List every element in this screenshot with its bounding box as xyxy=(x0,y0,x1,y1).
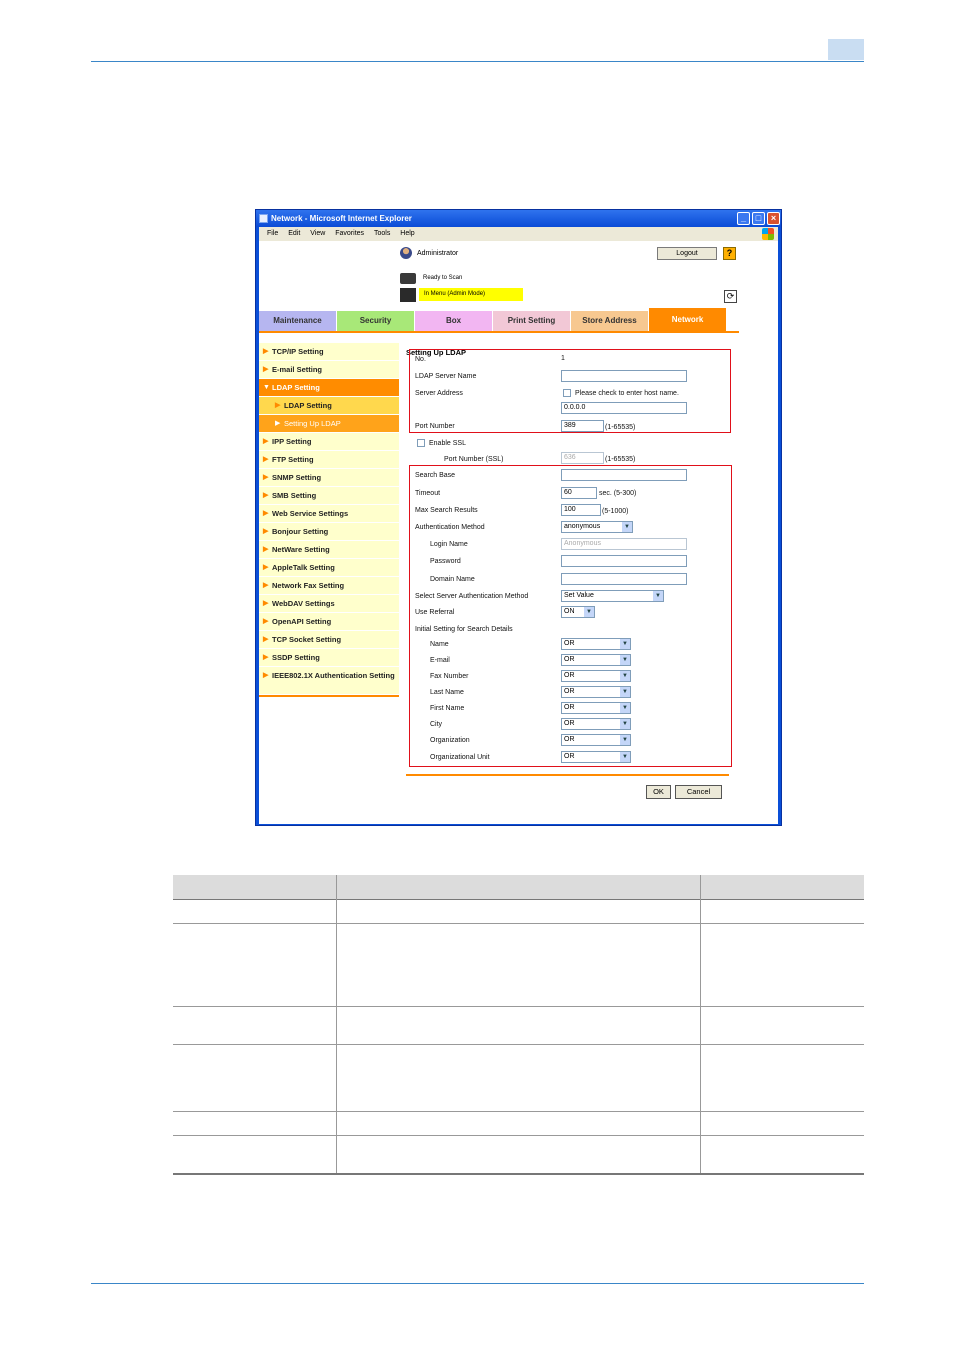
chevron-down-icon: ▼ xyxy=(620,719,630,729)
help-button[interactable]: ? xyxy=(723,247,736,260)
mode-status: In Menu (Admin Mode) xyxy=(419,288,523,301)
chapter-marker xyxy=(828,39,864,60)
arrow-right-icon: ▶ xyxy=(263,474,269,481)
administrator-icon xyxy=(400,247,412,259)
window-titlebar xyxy=(256,210,781,227)
footer-rule xyxy=(91,1283,864,1284)
table-row xyxy=(173,923,864,924)
arrow-right-icon: ▶ xyxy=(263,600,269,607)
cancel-button[interactable]: Cancel xyxy=(675,785,722,799)
table-column-divider xyxy=(700,875,701,1174)
table-row xyxy=(173,1135,864,1136)
server-auth-label: Select Server Authentication Method xyxy=(415,593,529,600)
arrow-right-icon: ▶ xyxy=(263,618,269,625)
detail-last-name-select[interactable]: OR ▼ xyxy=(561,686,631,698)
max-results-range: (5-1000) xyxy=(602,508,629,515)
detail-last-name-label: Last Name xyxy=(430,689,464,696)
sidebar-item-openapi[interactable]: ▶ OpenAPI Setting xyxy=(259,613,399,631)
chevron-down-icon: ▼ xyxy=(620,752,630,762)
machine-status-icon xyxy=(400,288,416,302)
user-name: Administrator xyxy=(417,250,459,257)
browser-window xyxy=(255,209,782,826)
sidebar-item-email[interactable]: ▶ E-mail Setting xyxy=(259,361,399,379)
sidebar-end-rule xyxy=(259,695,399,697)
detail-fax-select[interactable]: OR ▼ xyxy=(561,670,631,682)
header-rule xyxy=(91,61,864,62)
domain-label: Domain Name xyxy=(430,576,475,583)
chevron-down-icon: ▼ xyxy=(620,671,630,681)
table-column-divider xyxy=(336,875,337,1174)
arrow-right-icon: ▶ xyxy=(263,510,269,517)
sidebar-item-ftp[interactable]: ▶ FTP Setting xyxy=(259,451,399,469)
tab-underline xyxy=(259,331,739,333)
chevron-down-icon: ▼ xyxy=(620,655,630,665)
detail-name-label: Name xyxy=(430,641,449,648)
sidebar-item-tcpip[interactable]: ▶ TCP/IP Setting xyxy=(259,343,399,361)
server-address-label: Server Address xyxy=(415,390,463,397)
detail-first-name-select[interactable]: OR ▼ xyxy=(561,702,631,714)
chevron-down-icon: ▼ xyxy=(620,639,630,649)
arrow-down-icon: ▼ xyxy=(263,384,270,391)
sidebar-item-smb[interactable]: ▶ SMB Setting xyxy=(259,487,399,505)
ssl-port-label: Port Number (SSL) xyxy=(444,456,504,463)
sidebar-item-network-fax[interactable]: ▶ Network Fax Setting xyxy=(259,577,399,595)
login-name-input[interactable]: Anonymous xyxy=(561,538,687,550)
maximize-icon[interactable]: □ xyxy=(752,212,765,225)
close-icon[interactable]: × xyxy=(767,212,780,225)
menu-bar xyxy=(259,227,778,241)
search-base-input[interactable] xyxy=(561,469,687,481)
timeout-label: Timeout xyxy=(415,490,441,497)
detail-organization-select[interactable]: OR ▼ xyxy=(561,734,631,746)
menu-view[interactable]: View xyxy=(310,230,326,237)
tab-network[interactable]: Network xyxy=(649,308,726,331)
logout-button[interactable]: Logout xyxy=(657,247,717,260)
host-check-label: Please check to enter host name. xyxy=(575,390,679,397)
menu-tools[interactable]: Tools xyxy=(374,230,391,237)
arrow-right-icon: ▶ xyxy=(263,654,269,661)
sidebar-item-netware[interactable]: ▶ NetWare Setting xyxy=(259,541,399,559)
sidebar-item-ipp[interactable]: ▶ IPP Setting xyxy=(259,433,399,451)
sidebar-item-ldap[interactable]: ▼ LDAP Setting xyxy=(259,379,399,397)
sidebar xyxy=(259,343,399,695)
printer-icon xyxy=(400,273,416,284)
table-row xyxy=(173,1111,864,1112)
tab-box[interactable]: Box xyxy=(415,311,492,331)
detail-first-name-label: First Name xyxy=(430,705,465,712)
sidebar-item-ieee8021x[interactable]: ▶ IEEE802.1X Authentication Setting xyxy=(259,667,399,695)
sidebar-item-ssdp[interactable]: ▶ SSDP Setting xyxy=(259,649,399,667)
arrow-right-icon: ▶ xyxy=(263,672,269,679)
login-name-label: Login Name xyxy=(430,541,468,548)
page-title: Setting Up LDAP xyxy=(406,348,466,357)
page-content xyxy=(259,241,778,824)
arrow-right-icon: ▶ xyxy=(263,492,269,499)
window-title: Network - Microsoft Internet Explorer xyxy=(271,214,412,223)
table-header xyxy=(173,875,864,900)
sidebar-item-tcp-socket[interactable]: ▶ TCP Socket Setting xyxy=(259,631,399,649)
printer-status: Ready to Scan xyxy=(423,275,463,281)
tab-store-address[interactable]: Store Address xyxy=(571,311,648,331)
menu-edit[interactable]: Edit xyxy=(288,230,301,237)
server-name-label: LDAP Server Name xyxy=(415,373,477,380)
arrow-right-icon: ▶ xyxy=(263,546,269,553)
max-results-label: Max Search Results xyxy=(415,507,478,514)
tab-print-setting[interactable]: Print Setting xyxy=(493,311,570,331)
sidebar-item-webdav[interactable]: ▶ WebDAV Settings xyxy=(259,595,399,613)
referral-label: Use Referral xyxy=(415,609,455,616)
detail-email-label: E-mail xyxy=(430,657,450,664)
arrow-right-icon: ▶ xyxy=(263,348,269,355)
server-address-input[interactable]: 0.0.0.0 xyxy=(561,402,687,414)
host-name-checkbox[interactable] xyxy=(563,389,571,397)
auth-method-label: Authentication Method xyxy=(415,524,485,531)
table-row xyxy=(173,1006,864,1007)
server-name-input[interactable] xyxy=(561,370,687,382)
arrow-right-icon: ▶ xyxy=(263,582,269,589)
detail-org-unit-label: Organizational Unit xyxy=(430,754,490,761)
sidebar-subitem-ldap-setting[interactable]: ▶ LDAP Setting xyxy=(259,397,399,415)
menu-file[interactable]: File xyxy=(267,230,279,237)
ssl-port-input[interactable]: 636 xyxy=(561,452,604,464)
timeout-unit: sec. (5-300) xyxy=(599,490,637,497)
no-label: No. xyxy=(415,356,426,363)
referral-select[interactable]: ON ▼ xyxy=(561,606,595,618)
menu-help[interactable]: Help xyxy=(400,230,415,237)
menu-favorites[interactable]: Favorites xyxy=(335,230,365,237)
detail-city-label: City xyxy=(430,721,443,728)
no-value: 1 xyxy=(561,355,565,362)
port-input[interactable]: 389 xyxy=(561,420,604,432)
arrow-right-icon: ▶ xyxy=(263,636,269,643)
arrow-right-icon: ▶ xyxy=(263,366,269,373)
detail-org-unit-select[interactable]: OR ▼ xyxy=(561,751,631,763)
password-input[interactable] xyxy=(561,555,687,567)
max-results-input[interactable]: 100 xyxy=(561,504,601,516)
password-label: Password xyxy=(430,558,461,565)
chevron-down-icon: ▼ xyxy=(620,687,630,697)
ok-button[interactable]: OK xyxy=(646,785,671,799)
chevron-down-icon: ▼ xyxy=(653,591,663,601)
arrow-right-icon: ▶ xyxy=(263,438,269,445)
domain-input[interactable] xyxy=(561,573,687,585)
arrow-right-icon: ▶ xyxy=(263,456,269,463)
enable-ssl-checkbox[interactable] xyxy=(417,439,425,447)
tab-maintenance[interactable]: Maintenance xyxy=(259,311,336,331)
tab-security[interactable]: Security xyxy=(337,311,414,331)
sidebar-subitem-setting-up-ldap[interactable]: ▶ Setting Up LDAP xyxy=(259,415,399,433)
search-details-label: Initial Setting for Search Details xyxy=(415,626,513,633)
minimize-icon[interactable]: _ xyxy=(737,212,750,225)
chevron-down-icon: ▼ xyxy=(622,522,632,532)
form-bottom-rule xyxy=(406,774,729,776)
refresh-icon[interactable]: ⟳ xyxy=(724,290,737,303)
chevron-down-icon: ▼ xyxy=(584,607,594,617)
chevron-down-icon: ▼ xyxy=(620,703,630,713)
detail-name-select[interactable]: OR ▼ xyxy=(561,638,631,650)
search-base-label: Search Base xyxy=(415,472,456,479)
detail-email-select[interactable]: OR ▼ xyxy=(561,654,631,666)
table-bottom-rule xyxy=(173,1173,864,1175)
arrow-right-icon: ▶ xyxy=(263,528,269,535)
ssl-label: Enable SSL xyxy=(429,440,466,447)
arrow-right-icon: ▶ xyxy=(263,564,269,571)
ie-icon xyxy=(259,214,268,223)
arrow-right-icon: ▶ xyxy=(275,402,281,409)
arrow-right-icon: ▶ xyxy=(275,420,281,427)
windows-logo-icon xyxy=(762,228,774,240)
chevron-down-icon: ▼ xyxy=(620,735,630,745)
ssl-port-range: (1-65535) xyxy=(605,456,636,463)
timeout-input[interactable]: 60 xyxy=(561,487,597,499)
detail-organization-label: Organization xyxy=(430,737,470,744)
sidebar-item-appletalk[interactable]: ▶ AppleTalk Setting xyxy=(259,559,399,577)
detail-fax-label: Fax Number xyxy=(430,673,469,680)
server-auth-select[interactable]: Set Value ▼ xyxy=(561,590,664,602)
sidebar-item-web-service[interactable]: ▶ Web Service Settings xyxy=(259,505,399,523)
port-range: (1-65535) xyxy=(605,424,636,431)
port-label: Port Number xyxy=(415,423,455,430)
auth-method-select[interactable]: anonymous ▼ xyxy=(561,521,633,533)
detail-city-select[interactable]: OR ▼ xyxy=(561,718,631,730)
table-row xyxy=(173,1044,864,1045)
sidebar-item-snmp[interactable]: ▶ SNMP Setting xyxy=(259,469,399,487)
sidebar-item-bonjour[interactable]: ▶ Bonjour Setting xyxy=(259,523,399,541)
